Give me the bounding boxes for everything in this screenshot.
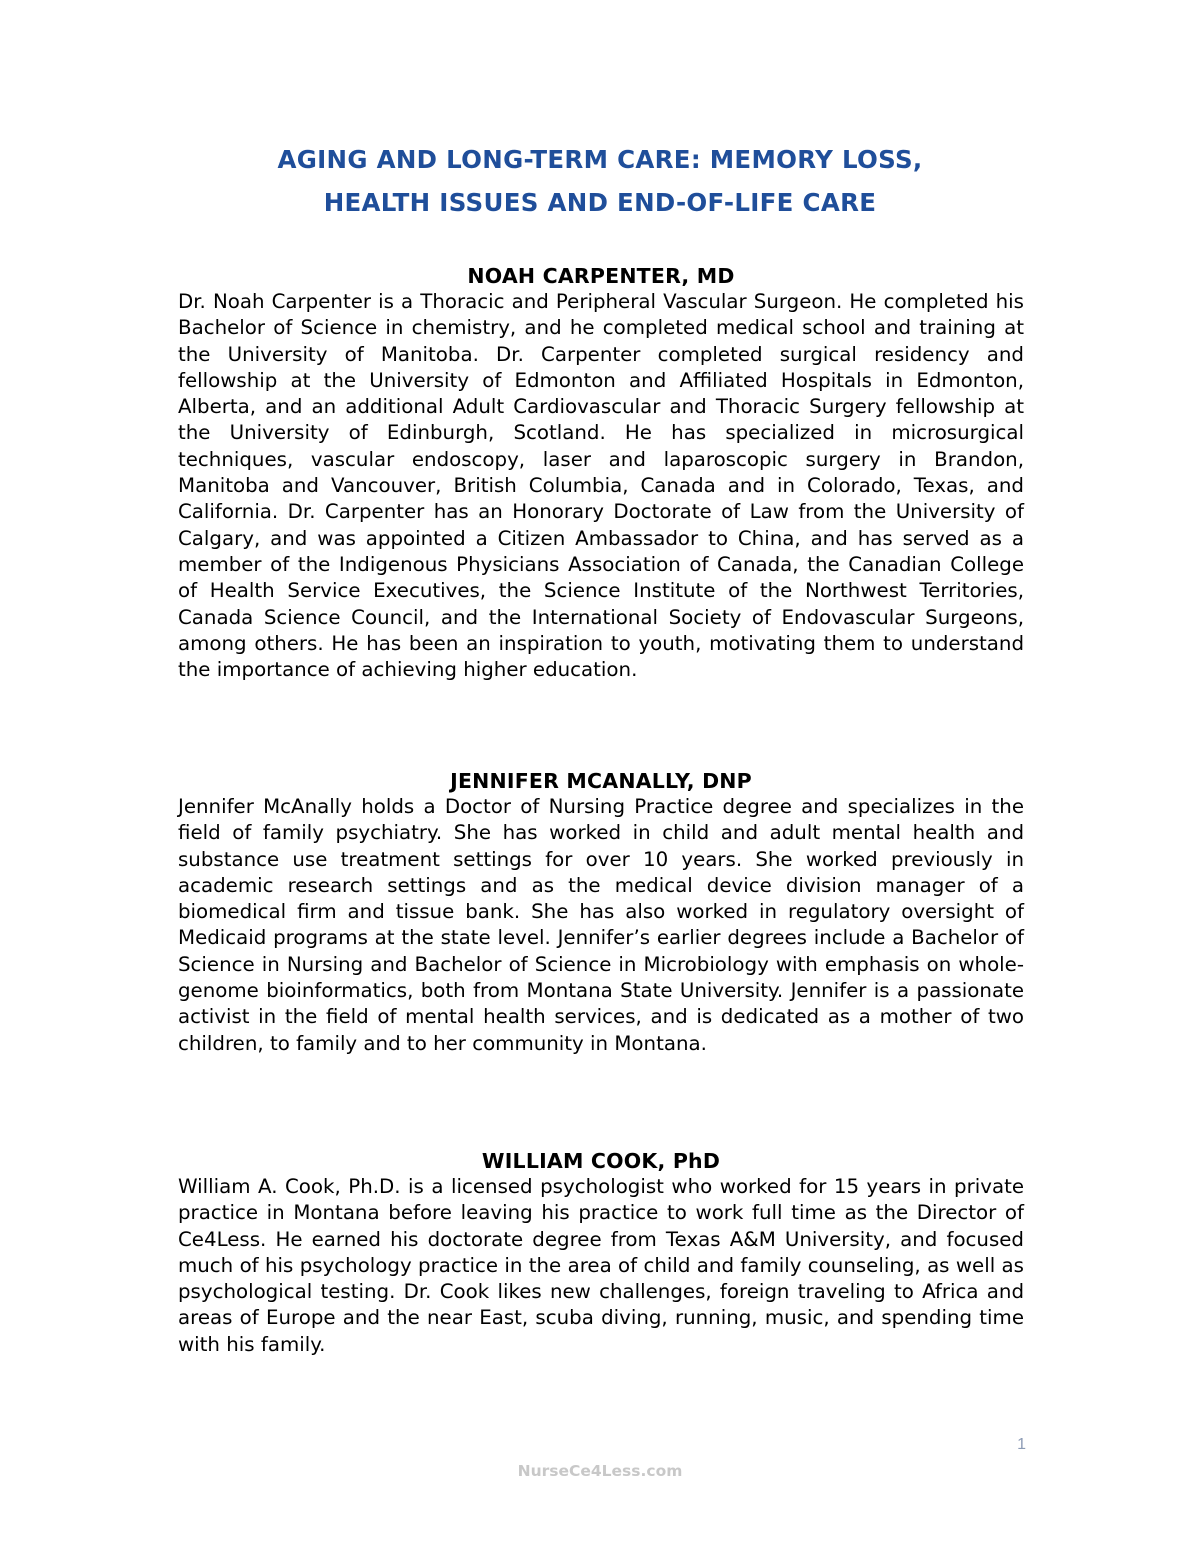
page-number: 1 <box>1017 1436 1026 1453</box>
author-section-cook <box>178 1148 1024 1358</box>
author-bio: William A. Cook, Ph.D. is a licensed psychologist who worked for 15 years in private practice in Montana before leaving his practice to work full time as the Director of Ce4Less. He earned his doctorate degree from Texas A&M University, and focused much of his psychology practice in the area of child and family counseling, as well as psychological testing. Dr. Cook likes new challenges, foreign traveling to Africa and areas of Europe and the near East, scuba diving, running, music, and spending time with his family. <box>178 1175 1024 1356</box>
author-bio: Dr. Noah Carpenter is a Thoracic and Peripheral Vascular Surgeon. He completed his Bachelor of Science in chemistry, and he completed medical school and training at the University of Manitoba. Dr. Carpenter completed surgical residency and fellowship at the University of Edmonton and Affiliated Hospitals in Edmonton, Alberta, and an additional Adult Cardiovascular and Thoracic Surgery fellowship at the University of Edinburgh, Scotland. He has specialized in microsurgical techniques, vascular endoscopy, laser and laparoscopic surgery in Brandon, Manitoba and Vancouver, British Columbia, Canada and in Colorado, Texas, and California. Dr. Carpenter has an Honorary Doctorate of Law from the University of Calgary, and was appointed a Citizen Ambassador to China, and has served as a member of the Indigenous Physicians Association of Canada, the Canadian College of Health Service Executives, the Science Institute of the Northwest Territories, Canada Science Council, and the International Society of Endovascular Surgeons, among others. He has been an inspiration to youth, motivating them to understand the importance of achieving higher education. <box>178 290 1024 682</box>
author-section-carpenter <box>178 263 1024 683</box>
document-title-line-2: HEALTH ISSUES AND END-OF-LIFE CARE <box>323 188 877 217</box>
author-name: NOAH CARPENTER, MD <box>467 264 735 288</box>
document-title-line-1: AGING AND LONG-TERM CARE: MEMORY LOSS, <box>277 145 923 174</box>
author-section-mcanally <box>178 768 1024 1057</box>
author-bio: Jennifer McAnally holds a Doctor of Nursing Practice degree and specializes in the field of family psychiatry. She has worked in child and adult mental health and substance use treatment settings for over 10 years. She worked previously in academic research settings and as the medical device division manager of a biomedical firm and tissue bank. She has also worked in regulatory oversight of Medicaid programs at the state level. Jennifer’s earlier degrees include a Bachelor of Science in Nursing and Bachelor of Science in Microbiology with emphasis on whole-genome bioinformatics, both from Montana State University. Jennifer is a passionate activist in the field of mental health services, and is dedicated as a mother of two children, to family and to her community in Montana. <box>178 795 1024 1055</box>
author-name: WILLIAM COOK, PhD <box>481 1149 721 1173</box>
footer-brand: NurseCe4Less.com <box>517 1462 683 1480</box>
author-name: JENNIFER MCANALLY, DNP <box>450 769 752 793</box>
